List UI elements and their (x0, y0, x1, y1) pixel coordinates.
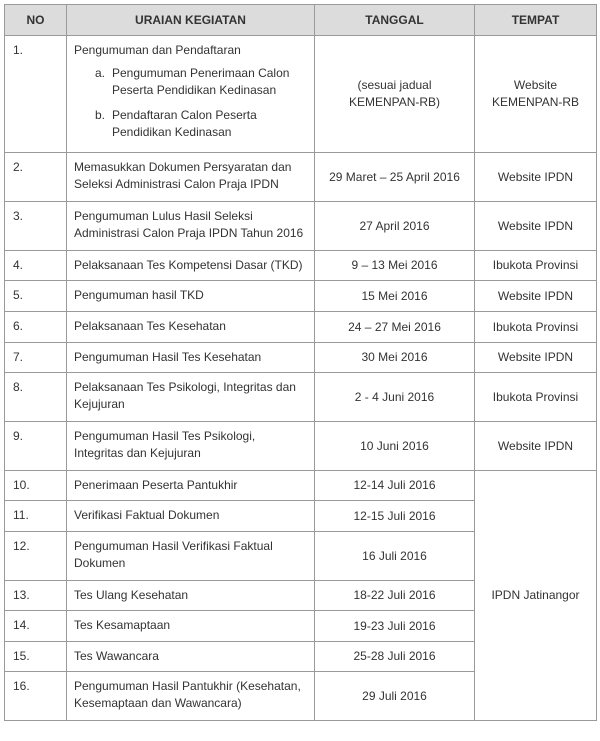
row-number: 2. (5, 153, 67, 202)
row-number: 6. (5, 312, 67, 343)
table-row (5, 281, 597, 312)
row-date: 15 Mei 2016 (315, 281, 475, 312)
row-number: 5. (5, 281, 67, 312)
row-date: 25-28 Juli 2016 (315, 642, 475, 672)
row-number: 10. (5, 471, 67, 501)
schedule-table (4, 4, 597, 721)
row-place: Website IPDN (475, 422, 597, 471)
header-row (5, 5, 597, 36)
header-no: NO (5, 5, 67, 36)
header-tempat: TEMPAT (475, 5, 597, 36)
row-place: Website IPDN (475, 202, 597, 251)
row-date (315, 36, 475, 153)
row-description: Tes Kesamaptaan (67, 611, 315, 642)
row-date-text: (sesuai jadual KEMENPAN-RB) (348, 78, 441, 109)
row-place: IPDN Jatinangor (475, 471, 597, 721)
row-description (67, 36, 315, 153)
row-number: 9. (5, 422, 67, 471)
table-row (5, 312, 597, 343)
row-description: Tes Ulang Kesehatan (67, 581, 315, 611)
sub-marker: b. (95, 108, 106, 122)
row-number: 13. (5, 581, 67, 611)
row-date: 10 Juni 2016 (315, 422, 475, 471)
row-description: Pengumuman Hasil Verifikasi Faktual Dokumen (67, 532, 315, 581)
table-row (5, 251, 597, 281)
row-description: Memasukkan Dokumen Persyaratan dan Seleksi Administrasi Calon Praja IPDN (67, 153, 315, 202)
sub-item (95, 107, 306, 141)
row-description: Pengumuman hasil TKD (67, 281, 315, 312)
row-date: 9 – 13 Mei 2016 (315, 251, 475, 281)
row-place: Ibukota Provinsi (475, 312, 597, 343)
row-number: 11. (5, 501, 67, 532)
table-row (5, 373, 597, 422)
row-number: 4. (5, 251, 67, 281)
row-date: 16 Juli 2016 (315, 532, 475, 581)
row-date: 24 – 27 Mei 2016 (315, 312, 475, 343)
sub-list (74, 65, 306, 141)
row-description: Tes Wawancara (67, 642, 315, 672)
header-uraian: URAIAN KEGIATAN (67, 5, 315, 36)
row-number: 16. (5, 672, 67, 721)
row-date: 12-15 Juli 2016 (315, 501, 475, 532)
row-description: Penerimaan Peserta Pantukhir (67, 471, 315, 501)
row-description: Verifikasi Faktual Dokumen (67, 501, 315, 532)
row-date: 30 Mei 2016 (315, 343, 475, 373)
row-place (475, 36, 597, 153)
row-number: 3. (5, 202, 67, 251)
row-description: Pengumuman Hasil Pantukhir (Kesehatan, Kesemaptaan dan Wawancara) (67, 672, 315, 721)
row-date: 19-23 Juli 2016 (315, 611, 475, 642)
sub-marker: a. (95, 66, 106, 80)
row-place-text: Website KEMENPAN-RB (491, 78, 580, 109)
row-date: 2 - 4 Juni 2016 (315, 373, 475, 422)
row-place: Ibukota Provinsi (475, 251, 597, 281)
table-row (5, 153, 597, 202)
row-date: 29 Maret – 25 April 2016 (315, 153, 475, 202)
table-row (5, 471, 597, 501)
row-date: 29 Juli 2016 (315, 672, 475, 721)
row-description: Pelaksanaan Tes Kompetensi Dasar (TKD) (67, 251, 315, 281)
row-description: Pelaksanaan Tes Psikologi, Integritas dan Kejujuran (67, 373, 315, 422)
table-row (5, 36, 597, 153)
row-description: Pengumuman Hasil Tes Kesehatan (67, 343, 315, 373)
row-description: Pengumuman Hasil Tes Psikologi, Integritas dan Kejujuran (67, 422, 315, 471)
row-number: 14. (5, 611, 67, 642)
sub-text: Pendaftaran Calon Peserta Pendidikan Kedinasan (112, 108, 257, 139)
row-description-text: Pengumuman dan Pendaftaran (74, 43, 241, 57)
row-number: 8. (5, 373, 67, 422)
table-row (5, 422, 597, 471)
row-description: Pengumuman Lulus Hasil Seleksi Administrasi Calon Praja IPDN Tahun 2016 (67, 202, 315, 251)
sub-text: Pengumuman Penerimaan Calon Peserta Pendidikan Kedinasan (112, 66, 290, 97)
sub-item (95, 65, 306, 99)
table-row (5, 343, 597, 373)
table-row (5, 202, 597, 251)
header-tanggal: TANGGAL (315, 5, 475, 36)
row-place: Website IPDN (475, 343, 597, 373)
row-number: 7. (5, 343, 67, 373)
row-date: 12-14 Juli 2016 (315, 471, 475, 501)
row-date: 27 April 2016 (315, 202, 475, 251)
row-number: 1. (5, 36, 67, 153)
row-number: 12. (5, 532, 67, 581)
row-place: Website IPDN (475, 153, 597, 202)
row-place: Website IPDN (475, 281, 597, 312)
row-number: 15. (5, 642, 67, 672)
row-description: Pelaksanaan Tes Kesehatan (67, 312, 315, 343)
row-place: Ibukota Provinsi (475, 373, 597, 422)
row-date: 18-22 Juli 2016 (315, 581, 475, 611)
